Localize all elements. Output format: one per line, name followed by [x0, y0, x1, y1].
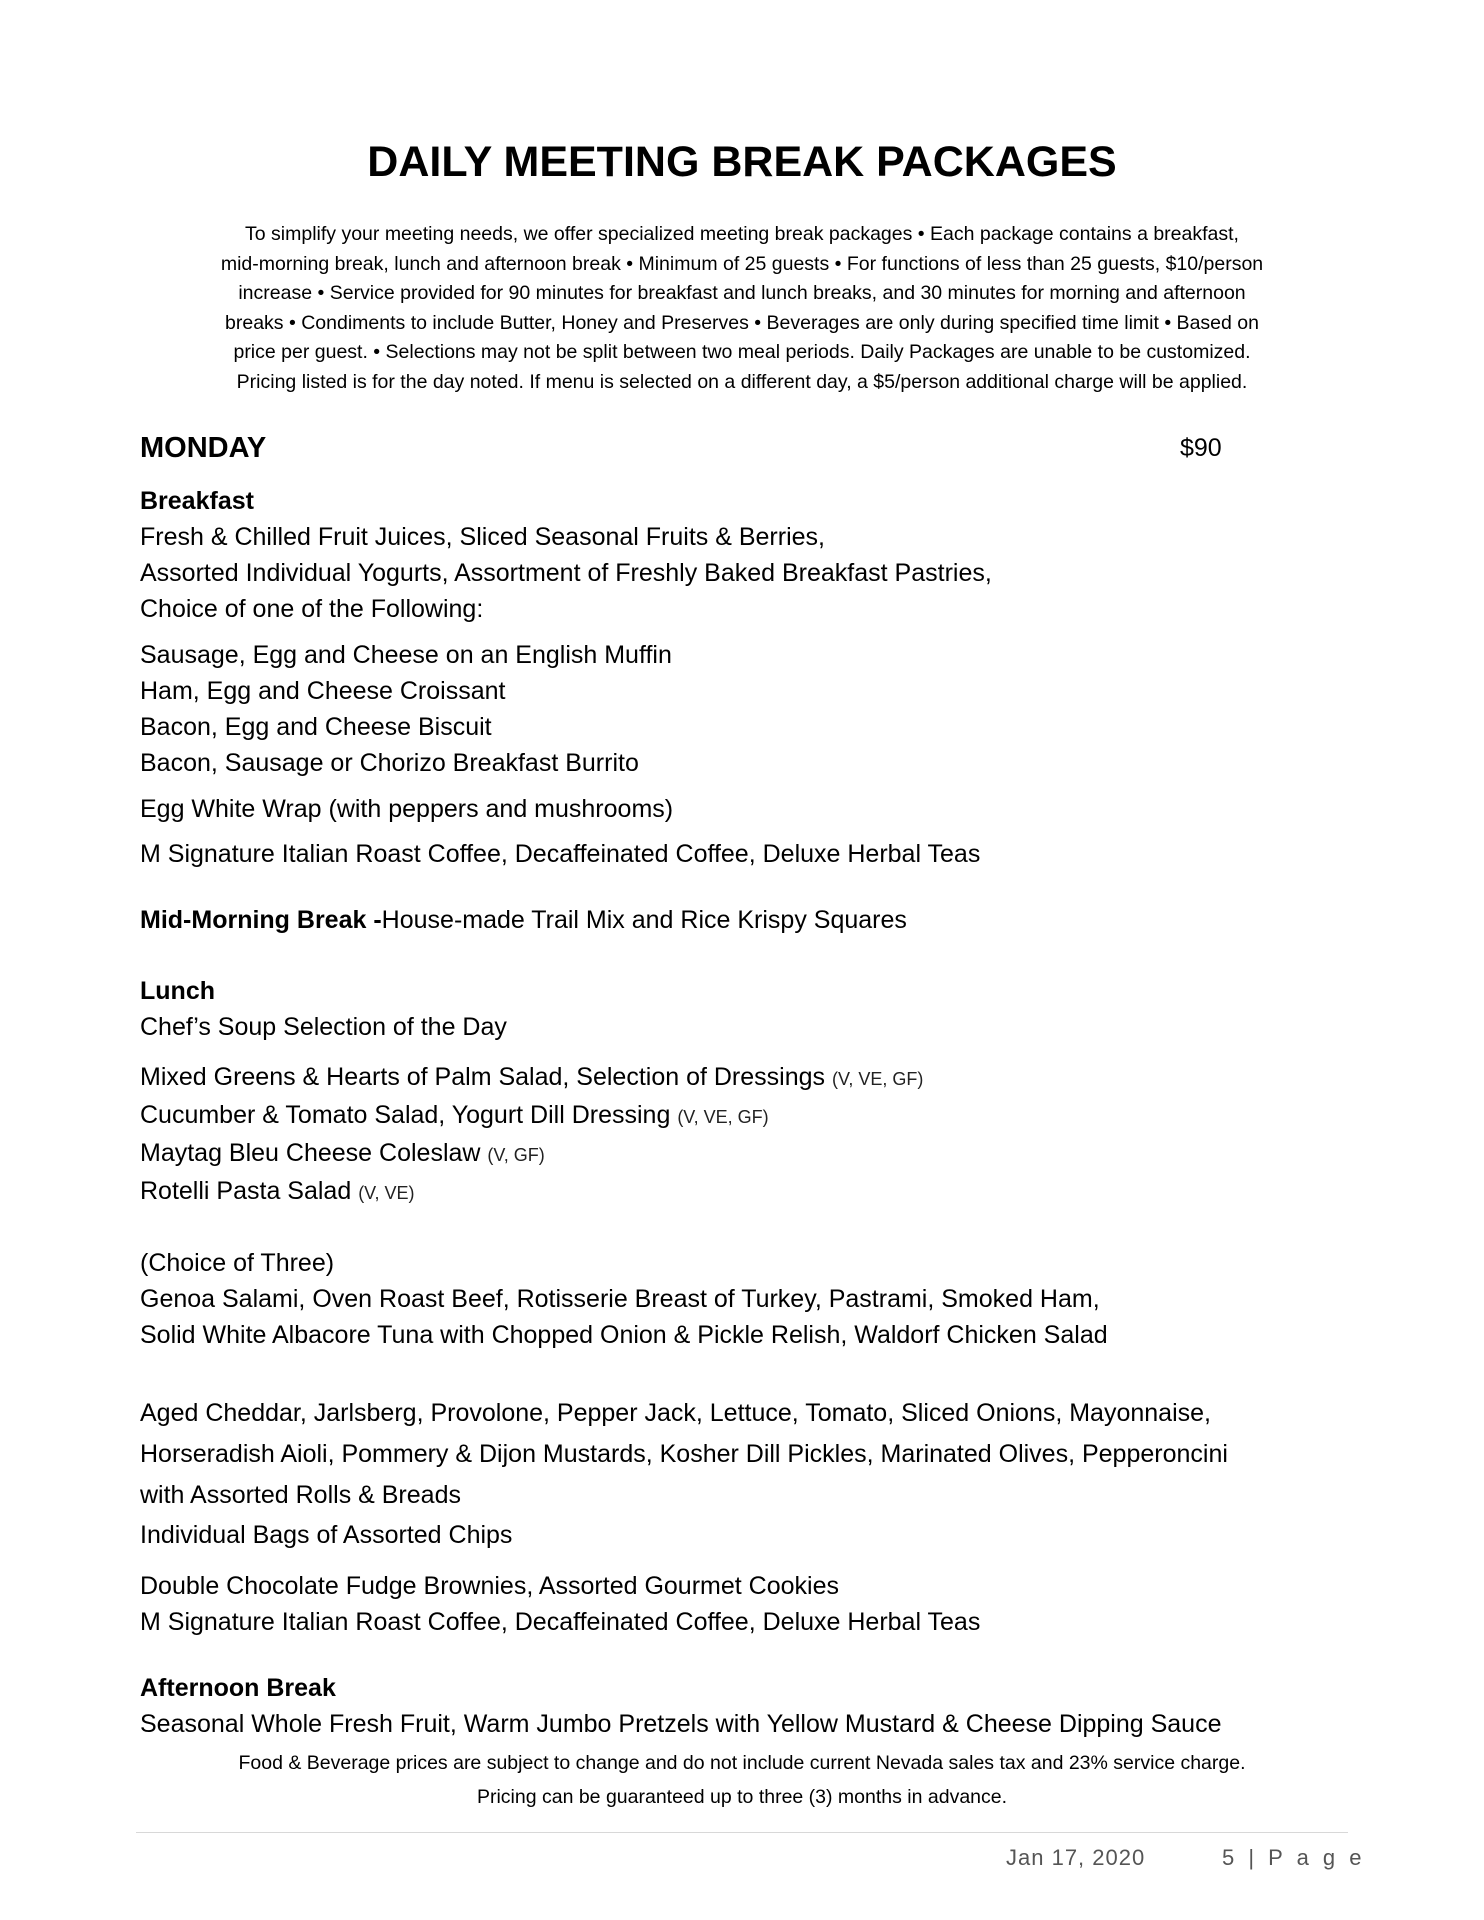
accompaniment-line: with Assorted Rolls & Breads: [140, 1481, 461, 1509]
lunch-heading: Lunch: [140, 977, 215, 1005]
salad-name: Rotelli Pasta Salad: [140, 1177, 352, 1205]
breakfast-heading: Breakfast: [140, 487, 254, 515]
day-name: MONDAY: [140, 432, 267, 464]
footer-note: Food & Beverage prices are subject to change and do not include current Nevada sales tax and 23% service charge.: [238, 1752, 1246, 1774]
breakfast-item: Bacon, Egg and Cheese Biscuit: [140, 713, 492, 741]
intro-line: mid-morning break, lunch and afternoon break • Minimum of 25 guests • For functions of less than 25 guests, $10/person: [220, 252, 1264, 275]
dessert-line: M Signature Italian Roast Coffee, Decaffeinated Coffee, Deluxe Herbal Teas: [140, 1608, 981, 1636]
mid-morning-heading: Mid-Morning Break -: [140, 906, 382, 934]
breakfast-item: M Signature Italian Roast Coffee, Decaffeinated Coffee, Deluxe Herbal Teas: [140, 840, 981, 868]
salad-item: [140, 1175, 415, 1209]
choice-label: (Choice of Three): [140, 1249, 335, 1277]
breakfast-item: Sausage, Egg and Cheese on an English Muffin: [140, 641, 672, 669]
footer-note: Pricing can be guaranteed up to three (3) months in advance.: [476, 1786, 1008, 1808]
page-number: 5 | P a g e: [1222, 1845, 1366, 1870]
intro-line: increase • Service provided for 90 minutes for breakfast and lunch breaks, and 30 minutes for morning and afternoon: [238, 282, 1246, 305]
salad-name: Maytag Bleu Cheese Coleslaw: [140, 1139, 481, 1167]
day-header: [140, 430, 1240, 466]
breakfast-item: Choice of one of the Following:: [140, 595, 484, 623]
intro-paragraph: [130, 220, 1354, 398]
accompaniment-line: Individual Bags of Assorted Chips: [140, 1521, 513, 1549]
meat-line: Genoa Salami, Oven Roast Beef, Rotisserie Breast of Turkey, Pastrami, Smoked Ham,: [140, 1285, 1100, 1313]
lunch-soup: Chef’s Soup Selection of the Day: [140, 1013, 507, 1041]
meat-line: Solid White Albacore Tuna with Chopped Onion & Pickle Relish, Waldorf Chicken Salad: [140, 1321, 1108, 1349]
salad-item: [140, 1137, 545, 1171]
intro-line: price per guest. • Selections may not be split between two meal periods. Daily Packages are unable to be customized.: [233, 341, 1251, 364]
dietary-tag: (V, VE, GF): [831, 1069, 924, 1089]
accompaniment-line: Horseradish Aioli, Pommery & Dijon Mustards, Kosher Dill Pickles, Marinated Olives, Pepperoncini: [140, 1440, 1228, 1468]
breakfast-item: Ham, Egg and Cheese Croissant: [140, 677, 506, 705]
breakfast-item: Fresh & Chilled Fruit Juices, Sliced Seasonal Fruits & Berries,: [140, 523, 825, 551]
mid-morning-break: [140, 904, 907, 936]
dessert-line: Double Chocolate Fudge Brownies, Assorted Gourmet Cookies: [140, 1572, 839, 1600]
breakfast-item: Bacon, Sausage or Chorizo Breakfast Burrito: [140, 749, 639, 777]
afternoon-text: Seasonal Whole Fresh Fruit, Warm Jumbo Pretzels with Yellow Mustard & Cheese Dipping Sauce: [140, 1710, 1222, 1738]
intro-line: breaks • Condiments to include Butter, Honey and Preserves • Beverages are only during specified time limit • Based on: [225, 311, 1259, 334]
dietary-tag: (V, GF): [487, 1145, 545, 1165]
breakfast-item: Assorted Individual Yogurts, Assortment of Freshly Baked Breakfast Pastries,: [140, 559, 992, 587]
afternoon-heading: Afternoon Break: [140, 1674, 336, 1702]
salad-item: [140, 1099, 769, 1133]
intro-line: To simplify your meeting needs, we offer specialized meeting break packages • Each package contains a breakfast,: [245, 223, 1239, 245]
intro-line: Pricing listed is for the day noted. If menu is selected on a different day, a $5/person additional charge will be applied.: [236, 370, 1248, 393]
day-price: $90: [1180, 434, 1222, 462]
dietary-tag: (V, VE, GF): [677, 1107, 769, 1127]
dietary-tag: (V, VE): [358, 1183, 415, 1203]
salad-name: Mixed Greens & Hearts of Palm Salad, Selection of Dressings: [140, 1063, 826, 1091]
page-title: DAILY MEETING BREAK PACKAGES: [367, 138, 1117, 186]
mid-morning-text: House-made Trail Mix and Rice Krispy Squares: [381, 906, 907, 934]
footer-date: Jan 17, 2020: [1006, 1845, 1146, 1870]
footer-divider: [136, 1832, 1348, 1833]
salad-name: Cucumber & Tomato Salad, Yogurt Dill Dressing: [140, 1101, 671, 1129]
breakfast-item: Egg White Wrap (with peppers and mushrooms): [140, 795, 674, 823]
accompaniment-line: Aged Cheddar, Jarlsberg, Provolone, Pepper Jack, Lettuce, Tomato, Sliced Onions, Mayonnaise,: [140, 1399, 1211, 1427]
salad-item: [140, 1061, 923, 1095]
